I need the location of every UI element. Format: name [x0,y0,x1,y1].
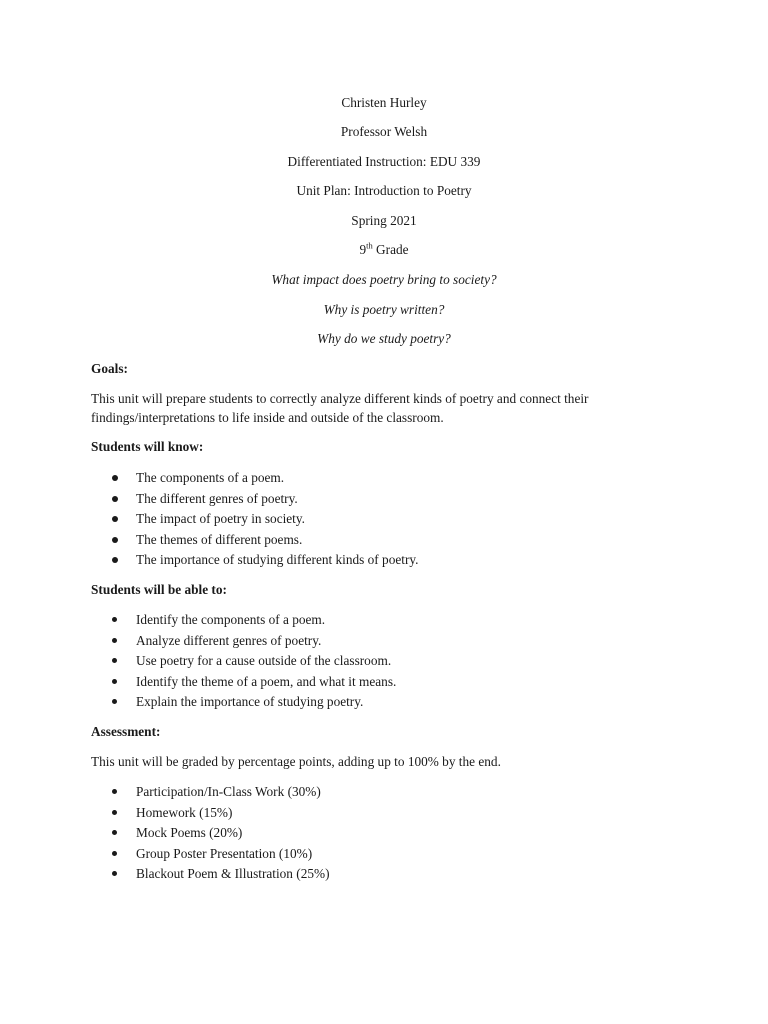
essential-question-2: Why is poetry written? [323,302,445,317]
know-heading: Students will know: [91,439,204,454]
unit-plan-title: Unit Plan: Introduction to Poetry [296,183,472,198]
list-item: Blackout Poem & Illustration (25%) [136,866,330,882]
assessment-text: This unit will be graded by percentage points, adding up to 100% by the end. [91,754,501,769]
assessment-heading: Assessment: [91,724,161,739]
able-heading: Students will be able to: [91,582,227,597]
course-title: Differentiated Instruction: EDU 339 [287,154,481,169]
goals-text-line-2: findings/interpretations to life inside and outside of the classroom. [91,410,444,425]
list-item: Analyze different genres of poetry. [136,632,322,648]
essential-question-3: Why do we study poetry? [317,331,451,346]
know-list [0,469,768,572]
grade-level [0,241,768,259]
list-item: Explain the importance of studying poetry. [136,694,364,710]
list-item: The importance of studying different kinds of poetry. [136,552,419,568]
list-item: Identify the theme of a poem, and what it means. [136,673,397,689]
term: Spring 2021 [351,213,417,228]
list-item: The components of a poem. [136,470,285,485]
list-item: The different genres of poetry. [136,490,298,506]
goals-text [91,389,711,427]
list-item: Homework (15%) [136,804,233,820]
list-item: The themes of different poems. [136,531,303,547]
grade-suffix: th [366,240,373,251]
list-item: Use poetry for a cause outside of the classroom. [136,653,392,669]
assessment-list [0,783,768,886]
author-name: Christen Hurley [341,95,427,110]
grade-number: 9 [359,242,367,257]
essential-question-1: What impact does poetry bring to society? [271,272,497,287]
goals-text-line-1: This unit will prepare students to correctly analyze different kinds of poetry and connect their [91,391,589,406]
list-item: Group Poster Presentation (10%) [136,845,313,861]
list-item: Mock Poems (20%) [136,825,243,841]
list-item: Participation/In-Class Work (30%) [136,784,321,799]
list-item: Identify the components of a poem. [136,612,326,627]
list-item: The impact of poetry in society. [136,511,305,527]
grade-word: Grade [372,242,409,257]
professor-name: Professor Welsh [340,124,428,139]
goals-heading: Goals: [91,361,128,376]
able-list [0,611,768,714]
